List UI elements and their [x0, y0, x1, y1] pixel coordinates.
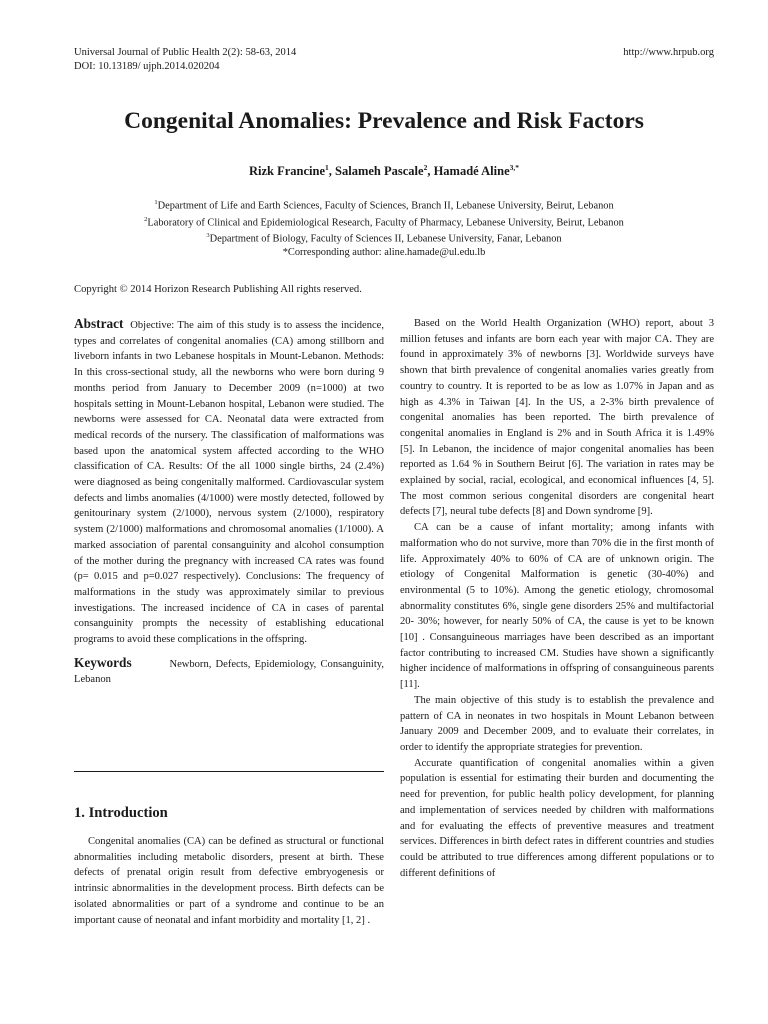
author-affil-mark: 2: [423, 163, 428, 172]
affiliation-text: Department of Life and Earth Sciences, Faculty of Sciences, Branch II, Lebanese University, Beirut, Lebanon: [157, 200, 614, 212]
author-name: Hamadé Aline: [433, 164, 510, 179]
doi: DOI: 10.13189/ ujph.2014.020204: [74, 61, 220, 72]
section-divider: [74, 771, 384, 772]
corresponding-author[interactable]: *Corresponding author: aline.hamade@ul.edu.lb: [282, 246, 486, 258]
abstract-heading: Abstract: [74, 316, 124, 331]
keywords-heading: Keywords: [74, 654, 132, 670]
paragraph: CA can be a cause of infant mortality; among infants with malformation who do not survive, more than 70% die in the first month of life. Approximately 40% to 60% of CA are of unknown origin. The etiology of Congenital Malformation is genetic (30-40%) and environmental (5 to 10%). Among the genetic etiology, chromosomal abnormality constitutes 6%, single gene disorders 25% and multifactorial 20- 30%; however, for nearly 50% of CA, the cause is yet to be known [10] . Consanguineous marriages have been described as an important factor contributing to increased CM. Studies have shown a significantly higher incidence of malformations in offspring of consanguineous parents [11].: [400, 522, 714, 691]
author-name: Rizk Francine: [248, 164, 326, 179]
abstract-text: Objective: The aim of this study is to assess the incidence, types and correlates of congenital anomalies (CA) among stillborn and liveborn infants in two Lebanese hospitals in Mount-Lebanon. Methods: In this cross-sectional study, all the newborns who were born during 9 months period from January to December 2009 (n=1000) at two hospitals setting in Mount-Lebanon hospital, Lebanon were studied. The newborns were assessed for CA. Neonatal data were extracted from medical records of the nursery. The classification of malformations was based upon the anatomical system affected according to the WHO classification of CA. Results: Of the all 1000 single births, 24 (2.4%) were diagnosed as being congenitally malformed. Cardiovascular system defects and limbs anomalies (4/1000) were mostly detected, followed by genitourinary system (2/1000), nervous system (2/1000), respiratory system (2/1000) malformations and chromosomal anomalies (1/1000). A marked association of parental consanguinity and alcohol consumption of the mother during the pregnancy with increased CA rates was found (p= 0.015 and p=0.027 respectively). Conclusions: The frequency of malformations in the study was approximately similar to previous investigations. The increased incidence of CA in cases of parental consanguinity prompts the necessity of establishing educational programs to avoid these complications in the offspring.: [74, 320, 384, 646]
affiliation-text: Department of Biology, Faculty of Sciences II, Lebanese University, Fanar, Lebanon: [209, 233, 562, 245]
affiliations: [0, 196, 768, 259]
affiliation-mark: 1: [154, 199, 158, 206]
journal-url[interactable]: http://www.hrpub.org: [623, 47, 714, 58]
paragraph: Congenital anomalies (CA) can be defined as structural or functional abnormalities including metabolic disorders, present at birth. These defects of prenatal origin result from defective embryogenesis or intrinsic abnormalities in the development process. Birth defects can be isolated abnormalities or part of a syndrome and continue to be an important cause of neonatal and infant morbidity and mortality [1, 2] .: [74, 836, 384, 926]
abstract-block: [74, 316, 384, 688]
paragraph: The main objective of this study is to establish the prevalence and pattern of CA in neonates in two hospitals in Mount Lebanon between January 2009 and December 2009, and to evaluate their correlates, in order to identify the appropriate strategies for prevention.: [400, 694, 714, 753]
author-list: Rizk Francine$^1$, Salameh Pascale$^2$, Hamadé Aline$^{3,*}$: [248, 163, 519, 179]
introduction-body: [74, 834, 384, 928]
affiliation: [0, 229, 768, 246]
affiliation: [0, 196, 768, 213]
author-name: Salameh Pascale: [335, 164, 424, 179]
paper-title: Congenital Anomalies: Prevalence and Risk Factors: [124, 108, 644, 134]
copyright-notice: Copyright © 2014 Horizon Research Publishing All rights reserved.: [74, 284, 362, 295]
paragraph: Accurate quantification of congenital anomalies within a given population is essential for estimating their burden and documenting the need for prevention, for public health policy development, for planning and implementation of services needed by children with malformations and for evaluating the effects of preventive measures and treatment services. Differences in birth defect rates in different countries and studies could be attributed to true differences among different populations or to different definitions of: [400, 757, 714, 879]
keywords: [74, 655, 384, 688]
author-affil-mark: 1: [325, 163, 329, 172]
journal-citation: Universal Journal of Public Health 2(2): 58-63, 2014: [74, 47, 297, 58]
author-affil-mark: 3,*: [509, 163, 519, 172]
section-heading-introduction: 1. Introduction: [74, 805, 168, 821]
affiliation-text: Laboratory of Clinical and Epidemiological Research, Faculty of Pharmacy, Lebanese University, Beirut, Lebanon: [147, 217, 624, 229]
right-column: [400, 316, 714, 881]
keywords-text: Newborn, Defects, Epidemiology, Consanguinity, Lebanon: [74, 658, 384, 686]
affiliation-mark: 2: [144, 215, 148, 223]
running-header: [74, 46, 714, 74]
affiliation: [0, 213, 768, 230]
paragraph: Based on the World Health Organization (WHO) report, about 3 million fetuses and infants are born each year with major CA. They are found in approximately 3% of newborns [3]. Worldwide surveys have shown that birth prevalence of congenital anomalies varies greatly from country to country. It is reported to be as low as 1.07% in Japan and as high as 4.3% in Taiwan [4]. In the US, a 2-3% birth prevalence of congenital anomalies has been reported. The birth prevalence of congenital anomalies in England is 2% and in South Africa it is 1.49% [5]. In Lebanon, the incidence of major congenital anomalies has been reported as 1.64 % in Southern Beirut [6]. The variation in rates may be explained by social, racial, ecological, and economical influences [4, 5]. The most common serious congenital disorders are congenital heart defects [7], neural tube defects [8] and Down syndrome [9].: [400, 318, 714, 518]
affiliation-mark: 3: [206, 232, 210, 240]
abstract: [74, 316, 384, 648]
